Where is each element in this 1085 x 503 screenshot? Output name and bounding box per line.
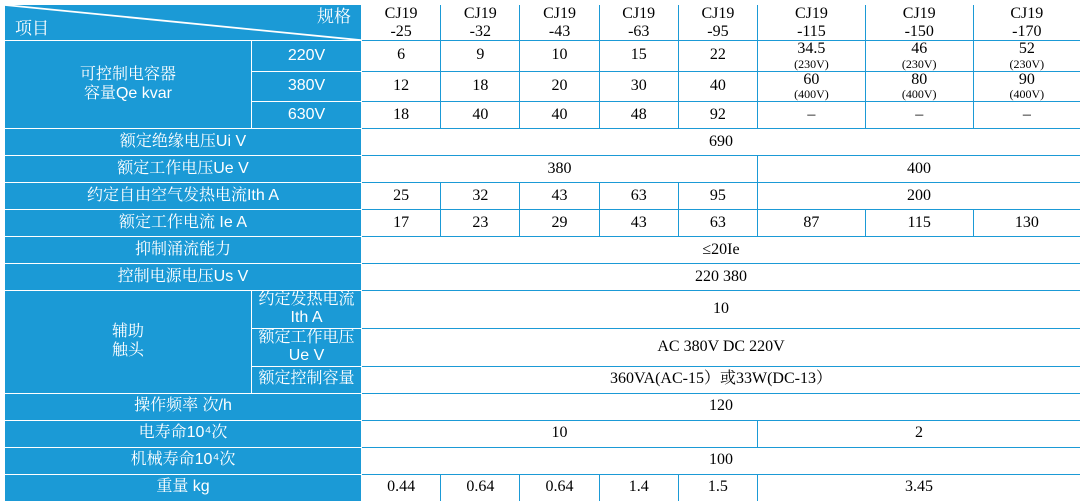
cell-value: 400 [758,155,1081,182]
row-label-inrush: 抑制涌流能力 [4,236,362,263]
table-row [4,182,1081,209]
model-header-cell [441,4,520,41]
table-row [4,155,1081,182]
aux-label-line1: 辅助 [112,323,145,341]
aux-label-cell [4,290,252,393]
capacity-label-line1: 可控制电容器 [80,66,177,84]
cell-value: 43 [599,209,678,236]
cell-value: 23 [441,209,520,236]
cell-value: 2 [758,420,1081,447]
cell-sub: (230V) [794,56,829,71]
row-label-380v: 380V [252,71,362,101]
cell-value: 100 [362,447,1081,474]
cell-value: AC 380V DC 220V [362,328,1081,366]
table-header-row [4,4,1081,41]
cell-value: 32 [441,182,520,209]
header-spec-label: 规格 [317,7,352,26]
table-row [4,474,1081,502]
model-line1: CJ19 [902,5,936,22]
row-label-630v: 630V [252,101,362,128]
table-row [4,41,1081,71]
diagonal-divider-icon [5,5,361,40]
cell-main: 20 [551,76,568,94]
cell-value: 0.64 [520,474,599,502]
table-row [4,447,1081,474]
cell-value [758,71,866,101]
cell-sub: (230V) [1009,56,1045,71]
cell-value: – [973,101,1081,128]
model-line2: -150 [904,22,934,40]
cell-value: ≤20Ie [362,236,1081,263]
model-line1: CJ19 [1010,5,1044,22]
model-header-cell [362,4,441,41]
cell-value: 87 [758,209,866,236]
cell-value: 63 [678,209,757,236]
cell-value [865,41,973,71]
cell-sub: (400V) [1009,87,1045,102]
cell-main: 40 [709,76,726,94]
row-label-working-voltage: 额定工作电压Ue V [4,155,362,182]
model-line1: CJ19 [794,5,828,22]
cell-main: 22 [709,46,726,64]
cell-main: 18 [472,76,489,94]
cell-main: 52 [1018,40,1035,58]
cell-value [441,41,520,71]
cell-value [441,71,520,101]
cell-value: 200 [758,182,1081,209]
cell-value: – [758,101,866,128]
cell-value [678,71,757,101]
model-header-cell [678,4,757,41]
cell-value: 29 [520,209,599,236]
cell-value: 3.45 [758,474,1081,502]
model-line1: CJ19 [384,5,418,22]
model-line2: -115 [797,22,826,40]
cell-value: 115 [865,209,973,236]
row-label-aux-thermal: 约定发热电流Ith A [252,290,362,328]
cell-value: 48 [599,101,678,128]
cell-value [520,41,599,71]
cell-main: 46 [911,40,928,58]
cell-main: 60 [803,70,820,88]
model-line1: CJ19 [622,5,656,22]
model-line1: CJ19 [701,5,735,22]
model-line2: -32 [469,22,491,40]
row-label-electrical-life: 电寿命10⁴次 [4,420,362,447]
row-label-aux-working-voltage: 额定工作电压Ue V [252,328,362,366]
cell-value: 40 [441,101,520,128]
row-label-aux-control-capacity: 额定控制容量 [252,366,362,393]
row-label-operating-frequency: 操作频率 次/h [4,393,362,420]
cell-value [973,71,1081,101]
model-line2: -25 [390,22,412,40]
cell-value: 0.64 [441,474,520,502]
cell-value [362,71,441,101]
table-row [4,263,1081,290]
row-label-mechanical-life: 机械寿命10⁴次 [4,447,362,474]
header-diagonal-cell [4,4,362,41]
cell-main: 9 [476,46,485,64]
cell-main: 90 [1018,70,1035,88]
cell-value: 25 [362,182,441,209]
table-row [4,393,1081,420]
row-label-control-voltage: 控制电源电压Us V [4,263,362,290]
cell-value: 120 [362,393,1081,420]
cell-main: 34.5 [797,40,826,58]
cell-sub: (400V) [794,87,829,102]
table-row [4,128,1081,155]
capacity-label-cell [4,41,252,129]
cell-value [599,41,678,71]
table-row [4,236,1081,263]
cell-value: 130 [973,209,1081,236]
cell-value: 18 [362,101,441,128]
cell-sub: (400V) [901,87,937,102]
table-row [4,209,1081,236]
cell-main: 6 [397,46,406,64]
model-header-cell [865,4,973,41]
cell-value [520,71,599,101]
cell-value [865,71,973,101]
cell-main: 12 [393,76,410,94]
cell-value [362,41,441,71]
cell-value [973,41,1081,71]
cell-value: 40 [520,101,599,128]
row-label-insulation-voltage: 额定绝缘电压Ui V [4,128,362,155]
cell-value: 1.5 [678,474,757,502]
model-line1: CJ19 [543,5,576,22]
capacity-label-line2: 容量Qe kvar [83,84,173,102]
model-line1: CJ19 [463,5,497,22]
row-label-weight: 重量 kg [4,474,362,502]
cell-value: 10 [362,420,758,447]
cell-value: 92 [678,101,757,128]
cell-main: 10 [551,46,568,64]
row-label-220v: 220V [252,41,362,71]
cell-value: – [865,101,973,128]
cell-value: 220 380 [362,263,1081,290]
aux-label-line2: 触头 [112,341,145,359]
cell-value: 17 [362,209,441,236]
cell-value [758,41,866,71]
model-header-cell [758,4,866,41]
model-header-cell [599,4,678,41]
cell-value: 690 [362,128,1081,155]
table-row [4,290,1081,328]
cell-value: 63 [599,182,678,209]
model-header-cell [973,4,1081,41]
cell-value: 380 [362,155,758,182]
table-row [4,420,1081,447]
cell-sub: (230V) [901,56,937,71]
cell-value: 10 [362,290,1081,328]
cell-value [678,41,757,71]
cell-value [599,71,678,101]
model-line2: -170 [1012,22,1042,40]
cell-value: 360VA(AC-15）或33W(DC-13） [362,366,1081,393]
cell-value: 0.44 [362,474,441,502]
model-line2: -43 [548,22,571,40]
cell-value: 43 [520,182,599,209]
model-header-cell [520,4,599,41]
specification-table [3,3,1082,503]
cell-main: 15 [630,46,647,64]
row-label-thermal-current: 约定自由空气发热电流Ith A [4,182,362,209]
header-item-label: 项目 [15,18,49,38]
cell-value: 1.4 [599,474,678,502]
model-line2: -63 [628,22,650,40]
cell-main: 80 [911,70,928,88]
row-label-rated-current: 额定工作电流 Ie A [4,209,362,236]
cell-main: 30 [630,76,647,94]
model-line2: -95 [707,22,729,40]
cell-value: 95 [678,182,757,209]
